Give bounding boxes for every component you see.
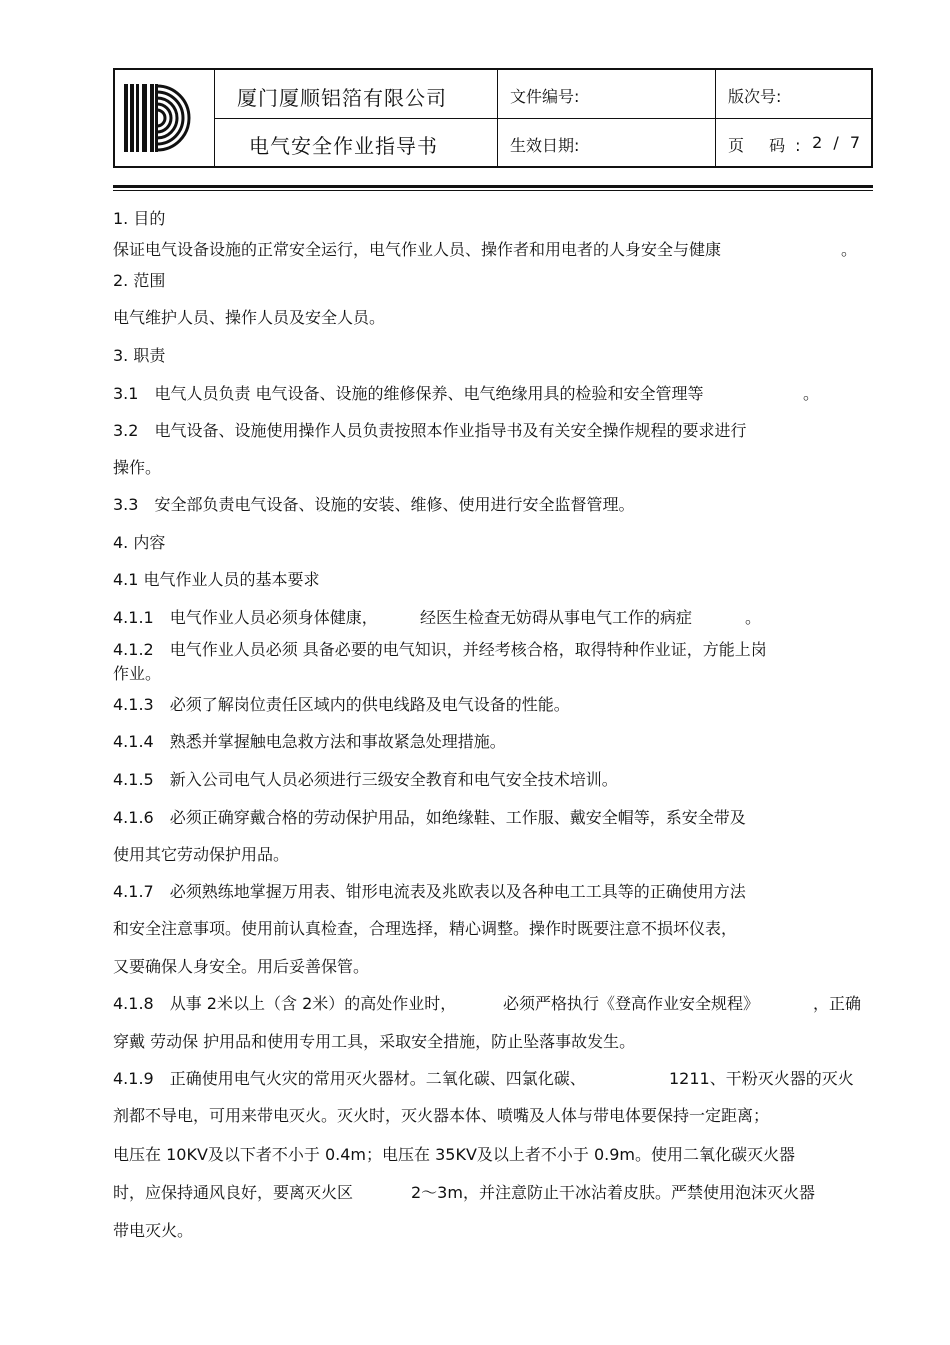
file-number-label: 文件编号: bbox=[510, 87, 580, 106]
body-text: 。 bbox=[803, 384, 820, 403]
body-text: ，正确 bbox=[813, 994, 862, 1013]
body-line: 剂都不导电，可用来带电灭火。灭火时，灭火器本体、喷嘴及人体与带电体要保持一定距离； bbox=[113, 1106, 770, 1125]
body-line bbox=[113, 1069, 854, 1089]
body-line: 3.3 安全部负责电气设备、设施的安装、维修、使用进行安全监督管理。 bbox=[113, 495, 635, 514]
body-line: 4.1.5 新入公司电气人员必须进行三级安全教育和电气安全技术培训。 bbox=[113, 770, 618, 789]
body-line: 4.1.4 熟悉并掌握触电急救方法和事故紧急处理措施。 bbox=[113, 732, 506, 751]
page-label: 页 码: bbox=[728, 136, 811, 155]
body-line bbox=[113, 1183, 815, 1203]
body-line bbox=[113, 240, 858, 260]
page-number-cell bbox=[716, 119, 871, 166]
doc-title-cell bbox=[215, 119, 498, 166]
body-line: 4.1.6 必须正确穿戴合格的劳动保护用品，如绝缘鞋、工作服、戴安全帽等，系安全带及 bbox=[113, 808, 746, 827]
body-line: 操作。 bbox=[113, 458, 162, 477]
body-text: 4.1.8 从事 2米以上（含 2米）的高处作业时， bbox=[113, 994, 457, 1013]
body-text: 必须严格执行《登高作业安全规程》 bbox=[503, 994, 760, 1013]
company-logo bbox=[115, 70, 213, 166]
effective-date-label: 生效日期: bbox=[510, 136, 580, 155]
body-line: 4.1.2 电气作业人员必须 具备必要的电气知识，并经考核合格，取得特种作业证，方能上岗 bbox=[113, 640, 767, 659]
body-line: 又要确保人身安全。用后妥善保管。 bbox=[113, 957, 370, 976]
version-cell bbox=[716, 70, 871, 119]
body-text: 经医生检查无妨碍从事电气工作的病症 bbox=[420, 608, 693, 627]
body-line: 4.1.7 必须熟练地掌握万用表、钳形电流表及兆欧表以及各种电工工具等的正确使用方法 bbox=[113, 882, 746, 901]
body-text: 时，应保持通风良好，要离灭火区 bbox=[113, 1183, 354, 1202]
effective-date-cell bbox=[498, 119, 716, 166]
body-text: 1211、干粉灭火器的灭火 bbox=[669, 1069, 854, 1088]
body-line bbox=[113, 994, 862, 1014]
body-line bbox=[113, 384, 820, 404]
file-number-cell bbox=[498, 70, 716, 119]
body-line: 使用其它劳动保护用品。 bbox=[113, 845, 290, 864]
body-line: 和安全注意事项。使用前认真检查，合理选择，精心调整。操作时既要注意不损坏仪表， bbox=[113, 919, 738, 938]
section-heading-scope: 2. 范围 bbox=[113, 271, 166, 290]
body-line: 电气维护人员、操作人员及安全人员。 bbox=[113, 308, 386, 327]
body-text: 4.1.9 正确使用电气火灾的常用灭火器材。二氧化碳、四氯化碳、 bbox=[113, 1069, 586, 1088]
body-text: 。 bbox=[841, 240, 858, 259]
company-name-cell bbox=[215, 70, 498, 119]
body-text: 3.1 电气人员负责 电气设备、设施的维修保养、电气绝缘用具的检验和安全管理等 bbox=[113, 384, 704, 403]
body-line: 作业。 bbox=[113, 664, 162, 683]
section-heading-purpose: 1. 目的 bbox=[113, 209, 166, 228]
company-name: 厦门厦顺铝箔有限公司 bbox=[237, 86, 447, 110]
body-line bbox=[113, 608, 762, 628]
body-line: 3.2 电气设备、设施使用操作人员负责按照本作业指导书及有关安全操作规程的要求进行 bbox=[113, 421, 747, 440]
body-text: 保证电气设备设施的正常安全运行，电气作业人员、操作者和用电者的人身安全与健康 bbox=[113, 240, 722, 259]
document-header-table bbox=[113, 68, 873, 168]
body-line: 电压在 10KV及以下者不小于 0.4m；电压在 35KV及以上者不小于 0.9m。使用二氧化碳灭火器 bbox=[113, 1145, 796, 1164]
section-heading-content: 4. 内容 bbox=[113, 533, 166, 552]
body-line: 带电灭火。 bbox=[113, 1221, 194, 1240]
company-logo-cell bbox=[115, 70, 215, 166]
body-text: 2～3m，并注意防止干冰沾着皮肤。严禁使用泡沫灭火器 bbox=[411, 1183, 815, 1202]
document-title: 电气安全作业指导书 bbox=[249, 134, 438, 158]
section-heading-duties: 3. 职责 bbox=[113, 346, 166, 365]
header-divider-thick bbox=[113, 185, 873, 188]
body-line: 4.1.3 必须了解岗位责任区域内的供电线路及电气设备的性能。 bbox=[113, 695, 570, 714]
page-number: 2 / 7 bbox=[812, 133, 863, 152]
body-text: 4.1.1 电气作业人员必须身体健康， bbox=[113, 608, 378, 627]
body-line: 穿戴 劳动保 护用品和使用专用工具，采取安全措施，防止坠落事故发生。 bbox=[113, 1032, 636, 1051]
header-divider-thin bbox=[113, 190, 873, 191]
version-label: 版次号: bbox=[728, 87, 782, 106]
subsection-heading: 4.1 电气作业人员的基本要求 bbox=[113, 570, 320, 589]
body-text: 。 bbox=[745, 608, 762, 627]
